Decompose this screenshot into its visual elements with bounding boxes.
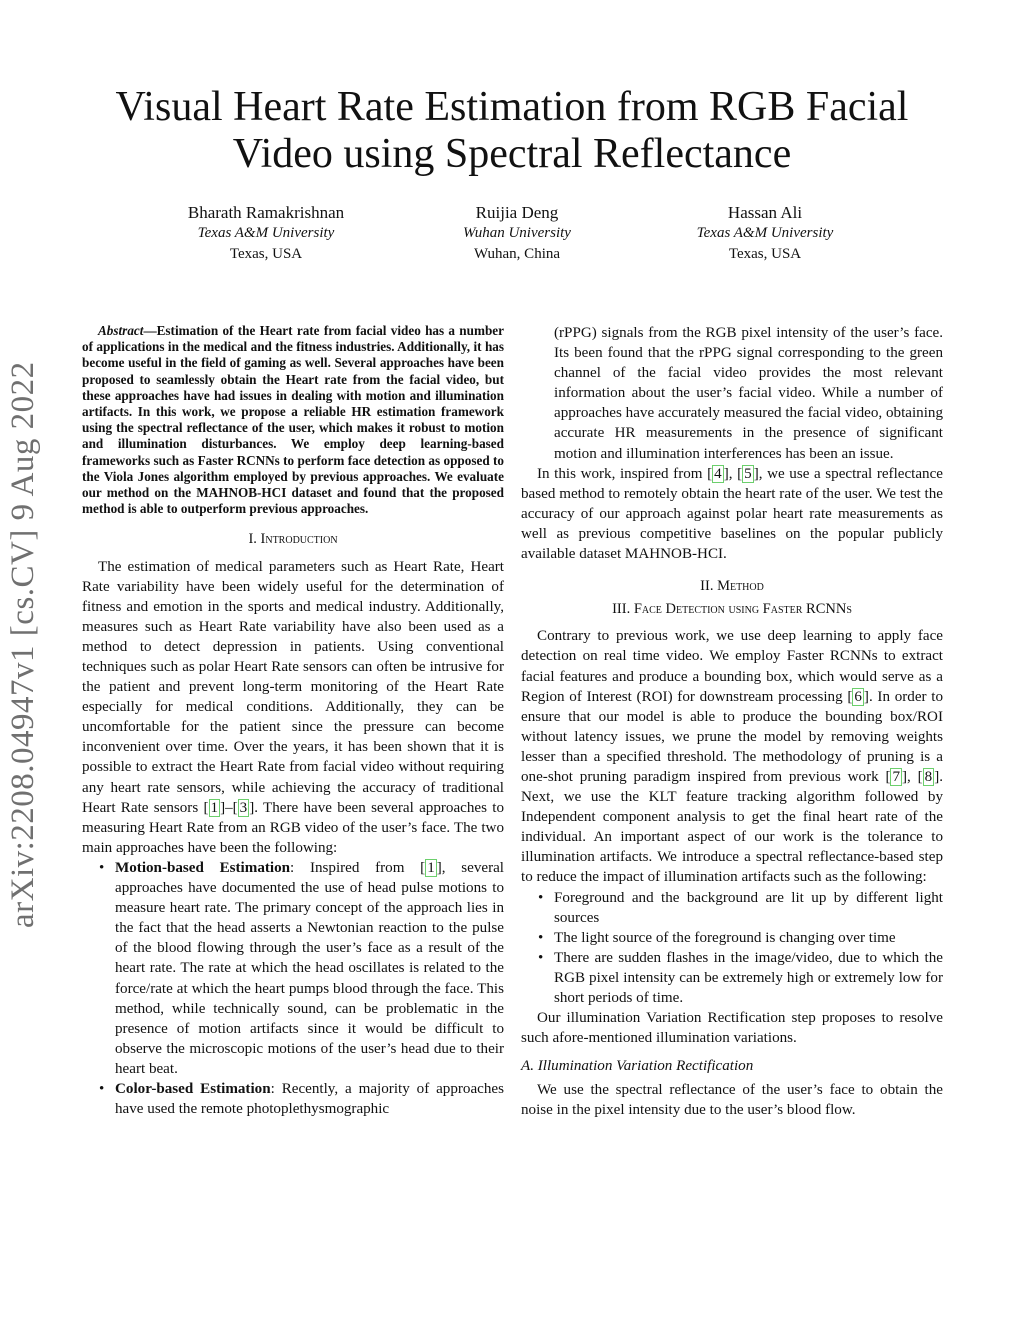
paragraph-text: ,: [907, 768, 918, 785]
list-item: • There are sudden flashes in the image/video, due to which the RGB pixel intensity can be extremely high or extremely low for short periods of time.: [554, 948, 943, 1008]
citation-dash: –: [225, 799, 233, 816]
right-column: [521, 323, 943, 1121]
author-location: Texas, USA: [229, 246, 303, 262]
bullet-text: , several approaches have documented the use of head pulse motions to measure heart rate. The primary concept of the approach lies in the fact that the head asserts a Newtonian reaction to the pulse of the blood flowing through the user’s face as a result of the heart rate. The rate at which the head oscillates is related to the force/rate at which the heart pumps blood through the face. This method, while technically sound, can be problematic in the presence of motion artifacts since it would be difficult to observe the microscopic motions of the user’s head due to their heart beat.: [115, 859, 504, 1077]
paragraph-text: . There have been several approaches to measuring Heart Rate from an RGB video of the user’s face. The two main approaches have been the following:: [82, 799, 504, 856]
bullet-lead: Motion-based Estimation: [115, 859, 291, 876]
left-column: [82, 323, 504, 1119]
paragraph-text: , we use a spectral reflectance based method to remotely obtain the heart rate of the user. We test the accuracy of our approach against polar heart rate measurements as well as previous competitive baselines on the popular publicly available dataset MAHNOB-HCI.: [521, 465, 943, 563]
citation-link[interactable]: 6: [854, 688, 862, 705]
citation-link[interactable]: 4: [714, 465, 722, 482]
author-affiliation: Texas A&M University: [696, 225, 834, 241]
paragraph-text: Contrary to previous work, we use deep learning to apply face detection on real time video. We employ Faster RCNNs to extract facial features and produce a bounding box, which would serve as a Region of Interest (ROI) for downstream processing: [521, 628, 943, 705]
face-detection-paragraph: Contrary to previous work, we use deep learning to apply face detection on real time video. We employ Faster RCNNs to extract facial features and produce a bounding box, which would serve as a Region of Interest (ROI) for downstream processing [ 6 ]. In order to ensure that our model is able to produce the bounding box/ROI without latency issues, we prune the model by removing weights lesser than a specified threshold. The methodology of pruning is a one-shot pruning paradigm inspired from previous work [ 7 ], [ 8 ]. Next, we use the KLT feature tracking algorithm followed by Independent component analysis to get the final heart rate of the individual. An important aspect of our work is the tolerance to illumination artifacts. We introduce a spectral reflectance-based step to reduce the impact of illumination artifacts such as the following:: [521, 628, 943, 886]
list-item: • The light source of the foreground is changing over time: [554, 928, 943, 948]
paper-title: Visual Heart Rate Estimation from RGB Facial Video using Spectral Reflectance: [115, 84, 909, 177]
paragraph-text: . In order to ensure that our model is able to produce the bounding box/ROI without latency issues, we prune the model by removing weights lesser than a specified threshold. The methodology of pruning is a one-shot pruning paradigm inspired from previous work: [521, 688, 943, 785]
intro-paragraph-2: In this work, inspired from [ 4 ], [ 5 ], we use a spectral reflectance based method to remotely obtain the heart rate of the user. We test the accuracy of our approach against polar heart rate measurements as well as previous competitive baselines on the popular publicly available dataset MAHNOB-HCI.: [521, 465, 943, 563]
paragraph-text: ,: [728, 465, 738, 482]
bullet-text: : Recently, a majority of approaches have used the remote photoplethysmographic: [115, 1080, 504, 1118]
intro-paragraph-1: The estimation of medical parameters such as Heart Rate, Heart Rate variability have been widely useful for the determination of fitness and emotion in the sports and medical industry. Additionally, measures such as Heart Rate variability have also been used as a method to detect depression in patients. Using conventional techniques such as polar Heart Rate sensors can often be intrusive for the patient and prevent long-term monitoring of the Heart Rate especially for medical conditions. Additionally, they can be uncomfortable for the patient since the pressure can become inconvenient over time. Over the years, it has been shown that it is possible to extract the Heart Rate from facial video without requiring any heart rate sensors, while achieving the accuracy of traditional Heart Rate sensors [ 1 ]–[ 3 ]. There have been several approaches to measuring Heart Rate from an RGB video of the user’s face. The two main approaches have been the following:: [82, 558, 504, 856]
author-name: Bharath Ramakrishnan: [187, 203, 345, 222]
list-item: • Motion-based Estimation: Inspired from [ 1 ], several approaches have documented the use of head pulse motions to measure heart rate. The primary concept of the approach lies in the fact that the head asserts a Newtonian reaction to the pulse of the blood flowing through the user’s face as a result of the heart rate. The rate at which the head oscillates is related to the force/rate at which the heart pumps blood through the face. This method, while technically sound, can be problematic in the presence of motion artifacts since it would be difficult to observe the microscopic motions of the user’s head due to their heart beat.: [115, 858, 504, 1079]
author-name: Ruijia Deng: [475, 203, 559, 222]
abstract-label: Abstract: [98, 323, 144, 338]
author-2: [387, 202, 647, 265]
author-3: [635, 202, 895, 265]
bullet-continuation: (rPPG) signals from the RGB pixel intensity of the user’s face. Its been found that the rPPG signal corresponding to the green channel of the facial video provides the most relevant information about the user’s facial video. While a number of approaches have accurately measured the facial video, obtaining accurate HR measurements in the presence of significant motion and illumination interferences has been an issue.: [554, 325, 943, 462]
rectification-paragraph: Our illumination Variation Rectification step proposes to resolve such afore-mentioned illumination variations.: [521, 1010, 943, 1047]
abstract: [82, 323, 504, 517]
illumination-artifact-list: [521, 888, 943, 1009]
list-item: [115, 1079, 504, 1119]
paragraph-text: . Next, we use the KLT feature tracking algorithm followed by Independent component analysis to get the final heart rate of the individual. An important aspect of our work is the tolerance to illumination artifacts. We introduce a spectral reflectance-based step to reduce the impact of illumination artifacts such as the following:: [521, 768, 943, 886]
approach-list: [82, 858, 504, 1119]
citation-link[interactable]: 8: [924, 768, 933, 785]
author-location: Texas, USA: [728, 246, 802, 262]
citation-link[interactable]: 1: [210, 799, 219, 816]
paragraph-text: The estimation of medical parameters such as Heart Rate, Heart Rate variability have been widely useful for the determination of fitness and emotion in the sports and medical industry. Additionally, measures such as Heart Rate variability have also been used as a method to detect depression in patients. Using conventional techniques such as polar Heart Rate sensors can often be intrusive for the patient and prevent long-term monitoring of the Heart Rate especially for medical conditions. Additionally, they can be uncomfortable for the patient since the pressure can become inconvenient over time. Over the years, it has been shown that it is possible to extract the Heart Rate from facial video without requiring any heart rate sensors, while achieving the accuracy of traditional Heart Rate sensors: [82, 558, 504, 816]
subsection-heading: A. Illumination Variation Rectification: [521, 1058, 754, 1075]
bullet-lead: Color-based Estimation: [115, 1080, 271, 1097]
author-location: Wuhan, China: [473, 246, 561, 262]
face-detection-heading: III. Face Detection using Faster RCNNs: [612, 601, 852, 618]
author-affiliation: Texas A&M University: [197, 225, 335, 241]
arxiv-identifier: arXiv:2208.04947v1 [cs.CV] 9 Aug 2022: [5, 361, 41, 929]
paragraph-text: In this work, inspired from: [537, 465, 708, 482]
author-1: [136, 202, 396, 265]
citation-link[interactable]: 5: [744, 465, 752, 482]
citation-link[interactable]: 1: [427, 859, 435, 876]
introduction-heading: I. Introduction: [248, 531, 338, 548]
bullet-text: : Inspired from: [290, 859, 421, 876]
abstract-text: —Estimation of the Heart rate from facial video has a number of applications in the medical and the fitness industries. Additionally, it has become useful in the field of gaming as well. Several approaches have been proposed to seamlessly obtain the Heart rate from the facial video, but these approaches have had issues in dealing with motion and illumination artifacts. In this work, we propose a reliable HR estimation framework using the spectral reflectance of the user, which makes it robust to motion and illumination disturbances. We employ deep learning-based frameworks such as Faster RCNNs to perform face detection as opposed to the Viola Jones algorithm employed by previous approaches. We evaluate our method on the MAHNOB-HCI dataset and found that the proposed method is able to outperform previous approaches.: [82, 323, 504, 517]
list-item: • Foreground and the background are lit up by different light sources: [554, 888, 943, 928]
citation-link[interactable]: 7: [892, 768, 901, 785]
author-name: Hassan Ali: [727, 203, 803, 222]
author-affiliation: Wuhan University: [463, 225, 571, 241]
citation-link[interactable]: 3: [239, 799, 248, 816]
method-heading: II. Method: [700, 578, 764, 595]
subsection-paragraph: We use the spectral reflectance of the user’s face to obtain the noise in the pixel intensity due to the user’s blood flow.: [521, 1082, 943, 1119]
